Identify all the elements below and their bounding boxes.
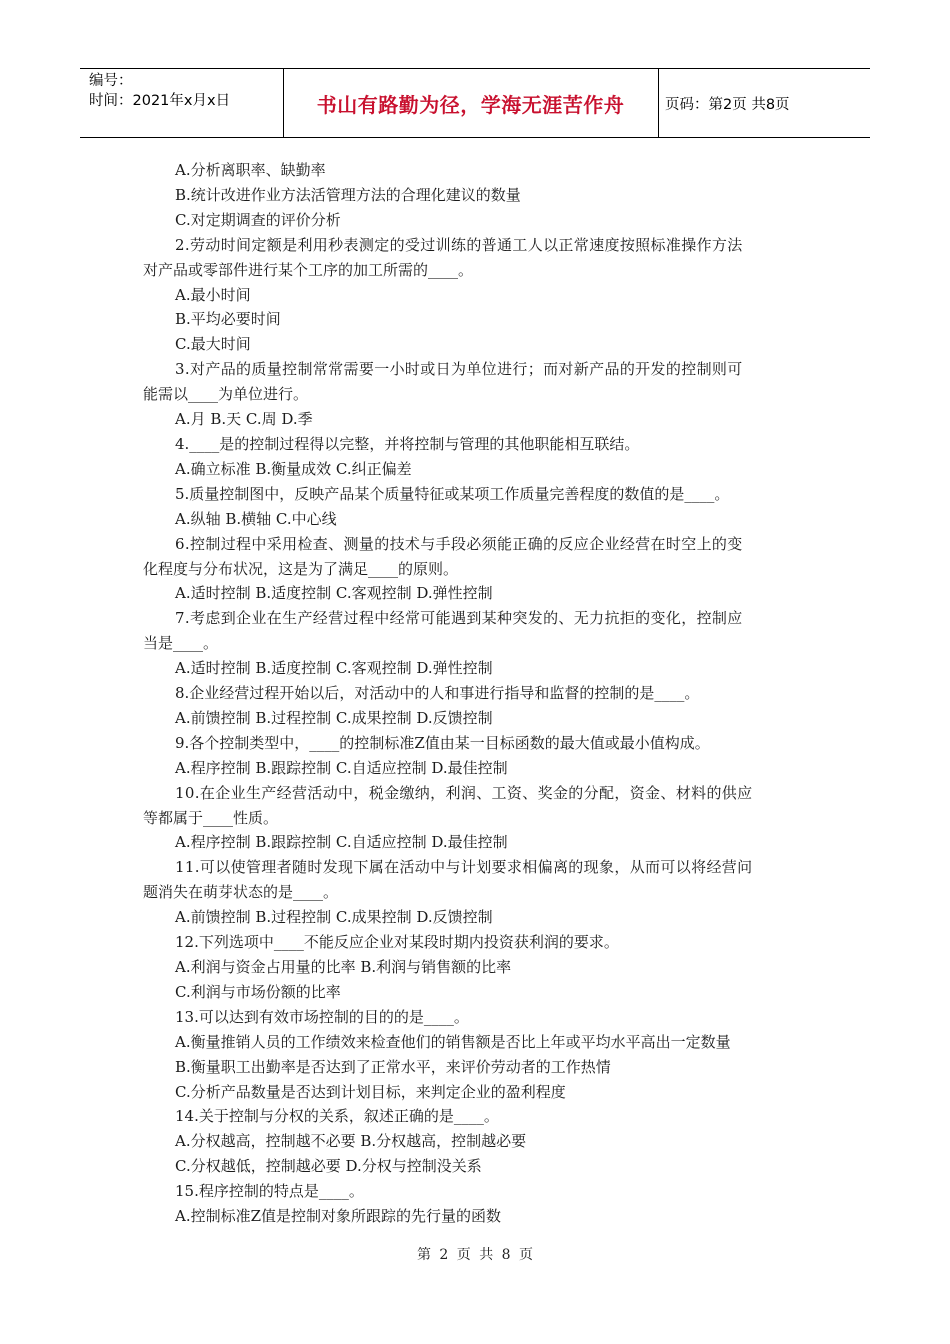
question-line: 6.控制过程中采用检查、测量的技术与手段必须能正确的反应企业经营在时空上的变 bbox=[175, 534, 743, 553]
question-line: 12.下列选项中____不能反应企业对某段时期内投资获利润的要求。 bbox=[175, 933, 619, 952]
code-label: 编号： bbox=[89, 73, 133, 89]
answer-option-line: A.确立标准 B.衡量成效 C.纠正偏差 bbox=[175, 459, 412, 478]
answer-option-line: A.最小时间 bbox=[175, 285, 251, 304]
answer-option-line: A.利润与资金占用量的比率 B.利润与销售额的比率 bbox=[175, 958, 512, 976]
question-line: 2.劳动时间定额是利用秒表测定的受过训练的普通工人以正常速度按照标准操作方法 bbox=[175, 235, 743, 254]
answer-option-line: C.对定期调查的评价分析 bbox=[175, 210, 341, 229]
answer-option-line: A.程序控制 B.跟踪控制 C.自适应控制 D.最佳控制 bbox=[175, 833, 508, 852]
answer-option-line: A.控制标准Z值是控制对象所跟踪的先行量的函数 bbox=[175, 1207, 502, 1226]
document-body bbox=[143, 158, 808, 1229]
answer-option-line: C.分权越低，控制越必要 D.分权与控制没关系 bbox=[175, 1157, 482, 1176]
question-line: 5.质量控制图中，反映产品某个质量特征或某项工作质量完善程度的数值的是____。 bbox=[175, 484, 730, 503]
question-line: 9.各个控制类型中，____的控制标准Z值由某一目标函数的最大值或最小值构成。 bbox=[175, 733, 710, 752]
question-line: 10.在企业生产经营活动中，税金缴纳，利润、工资、奖金的分配，资金、材料的供应 bbox=[175, 783, 753, 802]
question-line: 13.可以达到有效市场控制的目的的是____。 bbox=[175, 1007, 469, 1026]
question-line: 4.____是的控制过程得以完整，并将控制与管理的其他职能相互联结。 bbox=[175, 434, 640, 453]
answer-option-line: C.分析产品数量是否达到计划目标，来判定企业的盈利程度 bbox=[175, 1082, 566, 1101]
answer-option-line: A.程序控制 B.跟踪控制 C.自适应控制 D.最佳控制 bbox=[175, 758, 508, 777]
header-motto: 书山有路勤为径，学海无涯苦作舟 bbox=[316, 93, 625, 117]
answer-option-line: A.适时控制 B.适度控制 C.客观控制 D.弹性控制 bbox=[175, 659, 493, 678]
answer-option-line: A.分权越高，控制越不必要 B.分权越高，控制越必要 bbox=[175, 1132, 527, 1151]
question-line: 3.对产品的质量控制常常需要一小时或日为单位进行；而对新产品的开发的控制则可 bbox=[175, 360, 743, 379]
answer-option-line: 题消失在萌芽状态的是____。 bbox=[143, 883, 339, 902]
answer-option-line: 能需以____为单位进行。 bbox=[143, 385, 309, 404]
answer-option-line: C.最大时间 bbox=[175, 335, 251, 354]
answer-option-line: 当是____。 bbox=[143, 634, 219, 653]
answer-option-line: 对产品或零部件进行某个工序的加工所需的____。 bbox=[143, 260, 474, 279]
header-meta bbox=[89, 71, 230, 111]
answer-option-line: A.适时控制 B.适度控制 C.客观控制 D.弹性控制 bbox=[175, 584, 493, 603]
page-info: 页码：第2页 共8页 bbox=[665, 97, 790, 113]
answer-option-line: B.平均必要时间 bbox=[175, 310, 281, 329]
answer-option-line: A.月 B.天 C.周 D.季 bbox=[175, 410, 313, 429]
question-line: 8.企业经营过程开始以后，对活动中的人和事进行指导和监督的控制的是____。 bbox=[175, 684, 700, 703]
answer-option-line: C.利润与市场份额的比率 bbox=[175, 982, 341, 1001]
answer-option-line: A.前馈控制 B.过程控制 C.成果控制 D.反馈控制 bbox=[175, 908, 493, 927]
question-line: 11.可以使管理者随时发现下属在活动中与计划要求相偏离的现象，从而可以将经营问 bbox=[175, 858, 753, 877]
question-line: 14.关于控制与分权的关系，叙述正确的是____。 bbox=[175, 1107, 499, 1126]
time-label: 时间：2021年x月x日 bbox=[89, 93, 231, 109]
answer-option-line: 等都属于____性质。 bbox=[143, 808, 279, 827]
page-footer: 第 2 页 共 8 页 bbox=[416, 1247, 534, 1263]
answer-option-line: A.分析离职率、缺勤率 bbox=[175, 161, 326, 179]
question-line: 7.考虑到企业在生产经营过程中经常可能遇到某种突发的、无力抗拒的变化，控制应 bbox=[175, 609, 743, 628]
answer-option-line: B.统计改进作业方法活管理方法的合理化建议的数量 bbox=[175, 185, 521, 204]
answer-option-line: A.衡量推销人员的工作绩效来检查他们的销售额是否比上年或平均水平高出一定数量 bbox=[175, 1032, 731, 1051]
answer-option-line: A.前馈控制 B.过程控制 C.成果控制 D.反馈控制 bbox=[175, 708, 493, 727]
page-header bbox=[80, 68, 870, 138]
header-divider bbox=[658, 69, 659, 137]
answer-option-line: A.纵轴 B.横轴 C.中心线 bbox=[175, 509, 337, 528]
answer-option-line: B.衡量职工出勤率是否达到了正常水平，来评价劳动者的工作热情 bbox=[175, 1057, 611, 1076]
question-line: 15.程序控制的特点是____。 bbox=[175, 1182, 364, 1201]
answer-option-line: 化程度与分布状况，这是为了满足____的原则。 bbox=[143, 559, 459, 578]
